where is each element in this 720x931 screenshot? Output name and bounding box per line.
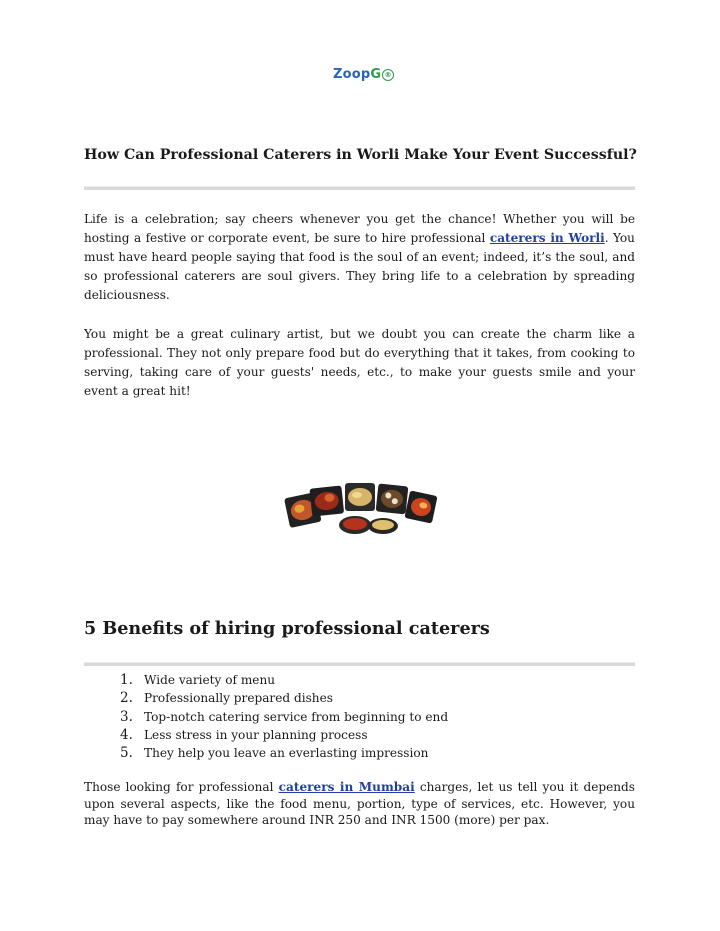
page-title: How Can Professional Caterers in Worli Make Your Event Successful? — [84, 147, 637, 163]
list-item: 2. Professionally prepared dishes — [120, 690, 333, 707]
second-paragraph: You might be a great culinary artist, but we doubt you can create the charm like a professional. They not only prepare food but do everything that it takes, from cooking to serving, taking care of your guests' needs, etc., to make your guests smile and your event a great hit! — [84, 327, 635, 398]
benefits-heading: 5 Benefits of hiring professional caterers — [84, 618, 490, 639]
pricing-paragraph: Those looking for professional caterers in Mumbai charges, let us tell you it depends upon several aspects, like the food menu, portion, type of services, etc. However, you may have to pay somewhere around INR 250 and INR 1500 (more) per pax. — [84, 780, 636, 827]
intro-paragraph: Life is a celebration; say cheers whenever you get the chance! Whether you will be hosting a festive or corporate event, be sure to hire professional caterers in Worli. You must have heard people saying that food is the soul of an event; indeed, it’s the soul, and so professional caterers are soul givers. They bring life to a celebration by spreading deliciousness. — [84, 212, 635, 302]
list-item: 5. They help you leave an everlasting impression — [120, 745, 429, 762]
catering-dishes-image — [283, 481, 439, 537]
caterers-in-mumbai-link[interactable]: caterers in Mumbai — [278, 780, 415, 794]
benefits-list — [120, 671, 448, 762]
caterers-in-worli-link[interactable]: caterers in Worli — [489, 231, 605, 245]
list-item: 3. Top-notch catering service from beginning to end — [120, 708, 449, 725]
list-item: 1. Wide variety of menu — [120, 672, 276, 688]
zoopgo-logo: ZoopG ® — [333, 67, 394, 82]
divider — [84, 186, 635, 190]
divider — [84, 662, 635, 666]
list-item: 4. Less stress in your planning process — [120, 726, 368, 743]
